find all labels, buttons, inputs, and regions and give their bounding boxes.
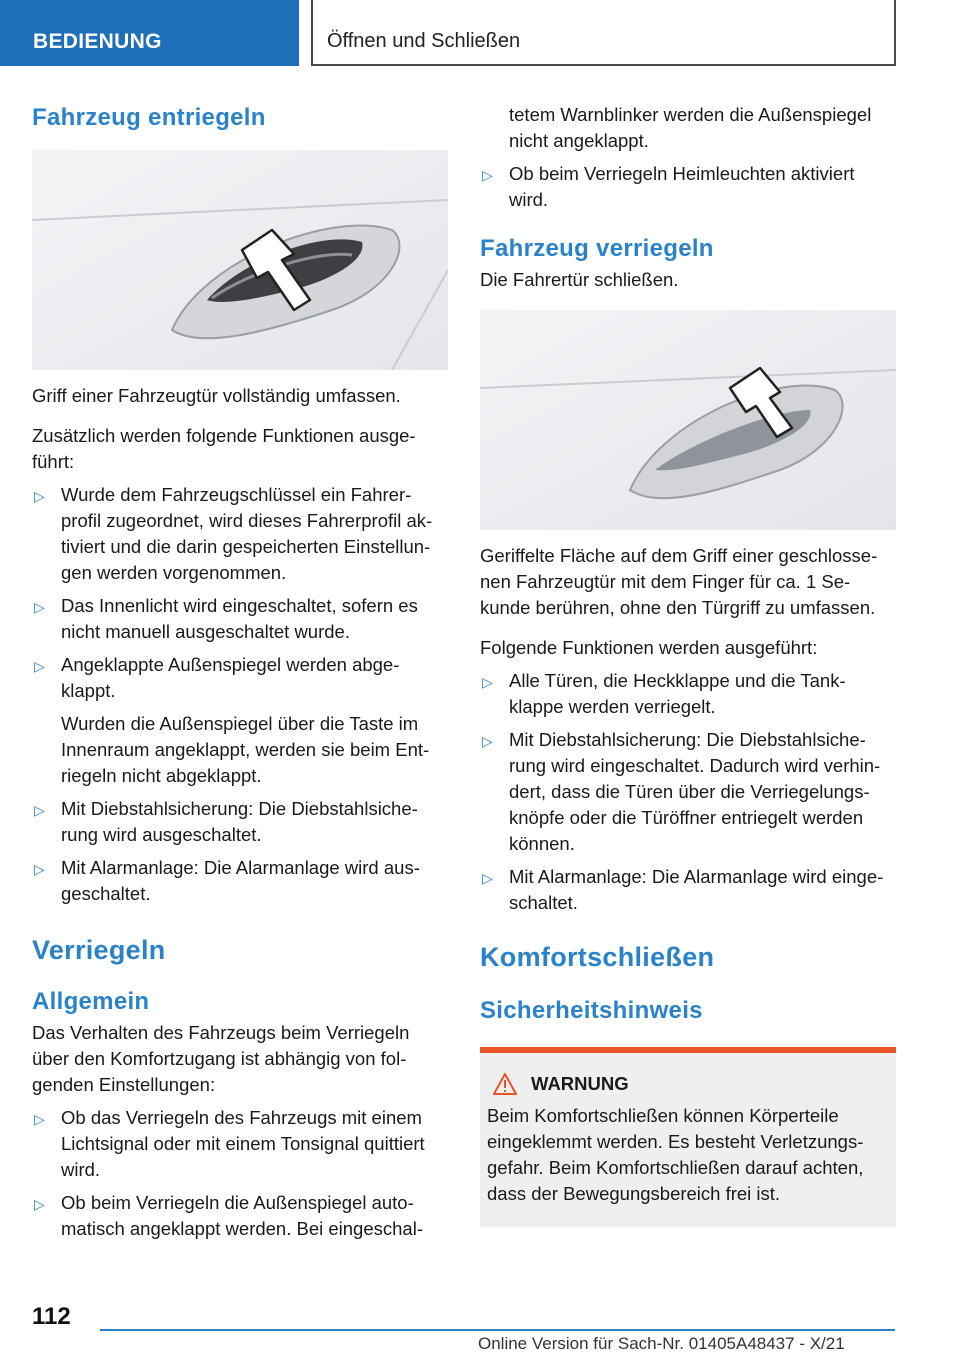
- list-item: ▷ Mit Alarmanlage: Die Alarmanlage wird aus‐geschaltet.: [34, 857, 420, 904]
- footer-online-version: Online Version für Sach-Nr. 01405A48437 - X/21: [478, 1334, 845, 1353]
- heading-vehicle-unlock: Fahrzeug entriegeln: [32, 104, 266, 131]
- lock-settings-list-continued: [480, 102, 896, 213]
- triangle-right-icon: ▷: [34, 861, 45, 877]
- right-column: [480, 102, 896, 1227]
- paragraph-lock-behavior: Das Verhalten des Fahrzeugs beim Verriegeln über den Komfortzugang ist abhängig von fol‐genden Einstellungen:: [32, 1022, 410, 1095]
- triangle-right-icon: ▷: [34, 658, 45, 674]
- triangle-right-icon: ▷: [482, 674, 493, 690]
- triangle-right-icon: ▷: [34, 1111, 45, 1127]
- lock-settings-list: [32, 1105, 448, 1242]
- paragraph-close-door: Die Fahrertür schließen.: [480, 269, 679, 290]
- list-item: ▷ Alle Türen, die Heckklappe und die Tank‐klappe werden verriegelt.: [482, 670, 846, 717]
- heading-safety-note: Sicherheitshinweis: [480, 997, 703, 1024]
- heading-general: Allgemein: [32, 988, 150, 1015]
- warning-text: Beim Komfortschließen können Körperteile eingeklemmt werden. Es besteht Verletzungs‐gefahr. Beim Komfortschließen darauf achten, dass der Bewegungsbereich frei ist.: [487, 1105, 864, 1204]
- lock-function-list: [480, 668, 896, 916]
- left-column: [32, 96, 448, 1242]
- paragraph-grip-door: Griff einer Fahrzeugtür vollständig umfassen.: [32, 385, 401, 406]
- door-handle-unlock-image: [32, 150, 448, 370]
- warning-triangle-icon: [493, 1073, 517, 1095]
- triangle-right-icon: ▷: [482, 167, 493, 183]
- heading-lock: Verriegeln: [32, 935, 166, 965]
- list-item: ▷ Mit Alarmanlage: Die Alarmanlage wird einge‐schaltet.: [482, 866, 884, 913]
- paragraph-additional-functions: Zusätzlich werden folgende Funktionen ausge‐führt:: [32, 425, 416, 472]
- list-item: ▷ Das Innenlicht wird eingeschaltet, sofern es nicht manuell ausgeschaltet wurde.: [34, 595, 418, 642]
- triangle-right-icon: ▷: [34, 599, 45, 615]
- list-item: ▷ Wurde dem Fahrzeugschlüssel ein Fahrer‐profil zugeordnet, wird dieses Fahrerprofil ak‐tiviert und die darin gespeicherten Einstellun‐gen werden vorgenommen.: [34, 484, 433, 583]
- list-item-continued: tetem Warnblinker werden die Außenspiegel nicht angeklappt.: [509, 104, 872, 151]
- triangle-right-icon: ▷: [482, 870, 493, 886]
- triangle-right-icon: ▷: [34, 802, 45, 818]
- warning-title: WARNUNG: [531, 1073, 629, 1094]
- unlock-function-list: [32, 482, 448, 907]
- heading-vehicle-lock: Fahrzeug verriegeln: [480, 235, 714, 262]
- door-handle-lock-image: [480, 310, 896, 530]
- header-topic-label: Öffnen und Schließen: [311, 0, 896, 66]
- triangle-right-icon: ▷: [34, 488, 45, 504]
- paragraph-touch-handle: Geriffelte Fläche auf dem Griff einer geschlosse‐nen Fahrzeugtür mit dem Finger für ca. 1 Se‐kunde berühren, ohne den Türgriff zu umfassen.: [480, 545, 878, 618]
- header-section-label: BEDIENUNG: [0, 0, 299, 66]
- warning-title-row: [493, 1073, 886, 1095]
- list-item: ▷ Mit Diebstahlsicherung: Die Diebstahlsiche‐rung wird eingeschaltet. Dadurch wird verhin‐dert, dass die Türen über die Verriegelungs‐knöpfe oder die Türöffner entriegelt werden können.: [482, 729, 881, 854]
- list-item: ▷ Ob beim Verriegeln Heimleuchten aktiviert wird.: [482, 163, 855, 210]
- footer-divider: [100, 1329, 895, 1331]
- triangle-right-icon: ▷: [482, 733, 493, 749]
- list-item: ▷ Ob das Verriegeln des Fahrzeugs mit einem Lichtsignal oder mit einem Tonsignal quittiert wird.: [34, 1107, 425, 1180]
- page-number: 112: [32, 1303, 71, 1330]
- warning-box: [480, 1047, 896, 1227]
- paragraph-following-functions: Folgende Funktionen werden ausgeführt:: [480, 637, 818, 658]
- list-item: ▷ Angeklappte Außenspiegel werden abge‐klappt. Wurden die Außenspiegel über die Taste im Innenraum angeklappt, werden sie beim Ent‐riegeln nicht abgeklappt.: [32, 652, 448, 789]
- triangle-right-icon: ▷: [34, 1196, 45, 1212]
- heading-comfort-closing: Komfortschließen: [480, 942, 715, 972]
- list-item: ▷ Ob beim Verriegeln die Außenspiegel auto‐matisch angeklappt werden. Bei eingeschal‐: [34, 1192, 423, 1239]
- list-item: ▷ Mit Diebstahlsicherung: Die Diebstahlsiche‐rung wird ausgeschaltet.: [34, 798, 418, 845]
- mirror-note: Wurden die Außenspiegel über die Taste im Innenraum angeklappt, werden sie beim Ent‐riegeln nicht abgeklappt.: [61, 713, 430, 786]
